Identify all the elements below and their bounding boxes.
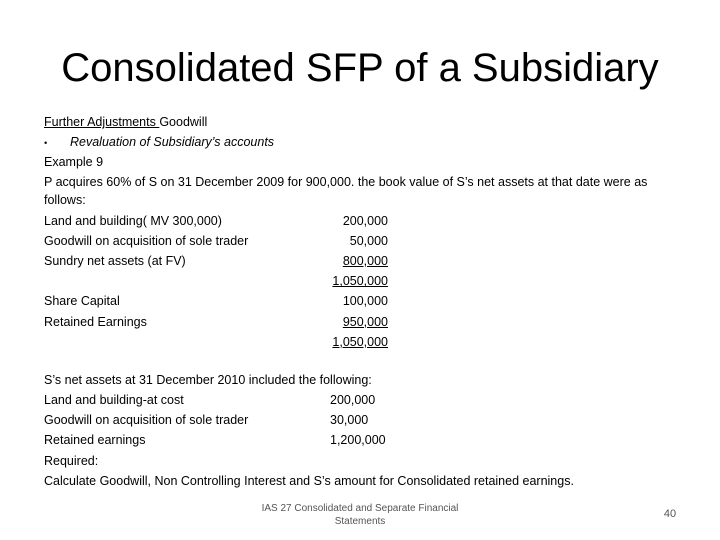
row-label: Share Capital: [44, 294, 120, 309]
row-label: Goodwill on acquisition of sole trader: [44, 413, 249, 428]
row-label: Goodwill on acquisition of sole trader: [44, 233, 249, 248]
intro2-text: S’s net assets at 31 December 2010 included the following:: [44, 372, 372, 387]
heading-rest: Goodwill: [159, 115, 208, 129]
bullet-text: Revaluation of Subsidiary’s accounts: [70, 135, 275, 150]
net-assets-table-2009: [44, 211, 684, 352]
table-row: [44, 332, 684, 352]
task-text: Calculate Goodwill, Non Controlling Interest and S’s amount for Consolidated retained earnings.: [44, 473, 574, 488]
table-row: [44, 430, 684, 450]
heading-underlined: Further Adjustments: [44, 115, 160, 129]
row-value: 950,000: [342, 314, 388, 329]
row-value: 800,000: [342, 253, 388, 268]
heading-line: [44, 112, 684, 132]
footer-text: IAS 27 Consolidated and Separate Financial Statements: [261, 503, 459, 527]
table-row: [44, 312, 684, 332]
example-label: Example 9: [44, 155, 104, 170]
slide-title: Consolidated SFP of a Subsidiary: [61, 46, 659, 90]
row-label: Sundry net assets (at FV): [44, 253, 186, 268]
row-label: Retained earnings: [44, 433, 146, 448]
intro-text: P acquires 60% of S on 31 December 2009 for 900,000. the book value of S’s net assets at that date were as follows:: [44, 174, 648, 207]
row-label: Retained Earnings: [44, 314, 147, 329]
row-value: 1,050,000: [332, 334, 388, 349]
row-label: Land and building-at cost: [44, 393, 184, 408]
row-value: 50,000: [349, 233, 388, 248]
bullet-glyph: •: [44, 138, 48, 149]
table-row: [44, 231, 684, 251]
table-row: [44, 251, 684, 271]
table-row: [44, 390, 684, 410]
spacer: [44, 352, 684, 370]
row-value: 200,000: [330, 393, 376, 408]
page-number: 40: [663, 508, 677, 520]
row-value: 1,200,000: [330, 433, 386, 448]
row-value: 200,000: [342, 213, 388, 228]
slide-body: [44, 112, 684, 491]
row-value: 30,000: [330, 413, 369, 428]
row-value: 1,050,000: [332, 274, 388, 289]
bullet-line: [44, 132, 684, 152]
table-row: [44, 211, 684, 231]
table-row: [44, 291, 684, 311]
required-label: Required:: [44, 453, 99, 468]
net-assets-table-2010: [44, 390, 684, 451]
table-row: [44, 271, 684, 291]
table-row: [44, 410, 684, 430]
row-label: Land and building( MV 300,000): [44, 213, 222, 228]
row-value: 100,000: [342, 294, 388, 309]
